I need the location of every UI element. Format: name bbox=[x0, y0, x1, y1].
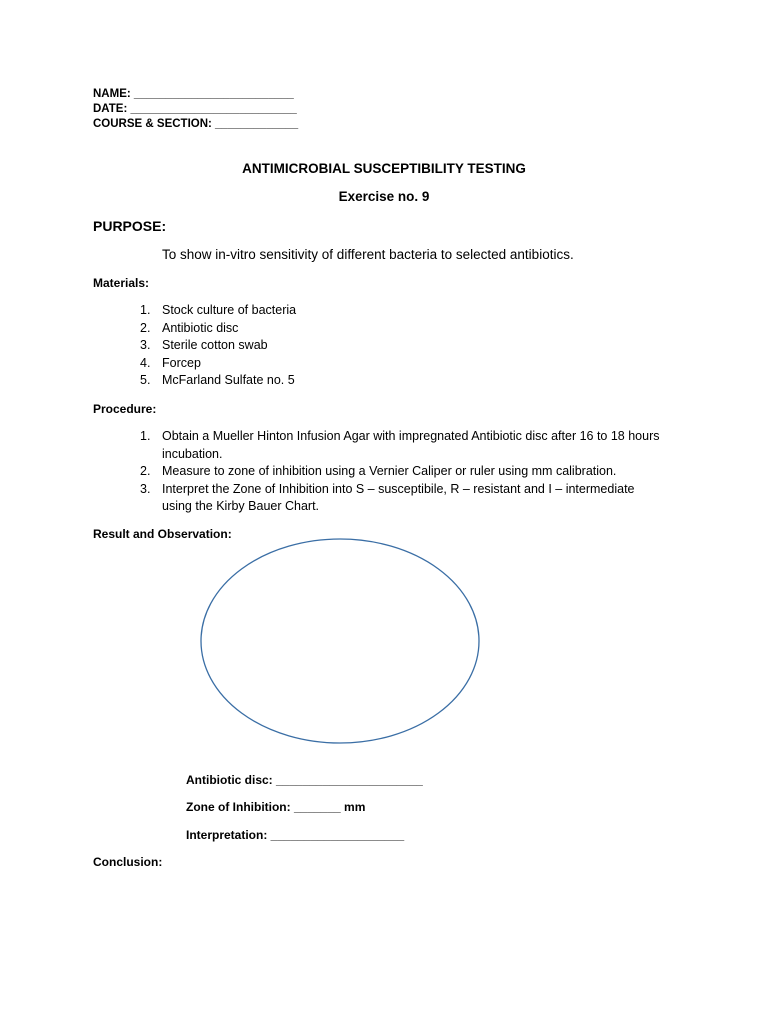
list-item: 4. Forcep bbox=[140, 355, 201, 370]
procedure-heading: Procedure: bbox=[93, 402, 157, 416]
zone-of-inhibition-field: Zone of Inhibition: _______ mm bbox=[186, 800, 366, 814]
petri-dish-ellipse bbox=[199, 537, 481, 747]
document-title: ANTIMICROBIAL SUSCEPTIBILITY TESTING bbox=[242, 161, 526, 176]
conclusion-heading: Conclusion: bbox=[93, 855, 163, 869]
course-section-field: COURSE & SECTION: _____________ bbox=[93, 118, 299, 130]
list-item: 3. Sterile cotton swab bbox=[140, 338, 268, 353]
antibiotic-disc-field: Antibiotic disc: ______________________ bbox=[186, 773, 423, 787]
date-field: DATE: __________________________ bbox=[93, 103, 297, 115]
interpretation-field: Interpretation: ____________________ bbox=[186, 828, 405, 842]
exercise-number: Exercise no. 9 bbox=[338, 189, 430, 204]
materials-list bbox=[136, 302, 296, 390]
list-item: 2. Antibiotic disc bbox=[140, 320, 239, 335]
purpose-heading: PURPOSE: bbox=[93, 218, 167, 234]
procedure-list bbox=[136, 428, 662, 516]
result-heading: Result and Observation: bbox=[93, 527, 232, 541]
list-item: 2. Measure to zone of inhibition using a Vernier Caliper or ruler using mm calibration. bbox=[140, 464, 617, 479]
name-field: NAME: _________________________ bbox=[93, 88, 294, 100]
petri-dish-outline bbox=[201, 539, 479, 743]
list-item: 1. Obtain a Mueller Hinton Infusion Agar with impregnated Antibiotic disc after 16 to 18 hours incubation. bbox=[140, 429, 660, 461]
list-item: 5. McFarland Sulfate no. 5 bbox=[140, 373, 295, 388]
list-item: 1. Stock culture of bacteria bbox=[140, 303, 297, 317]
materials-heading: Materials: bbox=[93, 276, 150, 290]
purpose-text: To show in-vitro sensitivity of different bacteria to selected antibiotics. bbox=[162, 247, 574, 262]
list-item: 3. Interpret the Zone of Inhibition into S – susceptibile, R – resistant and I – intermediate using the Kirby Bauer Chart. bbox=[140, 481, 635, 514]
